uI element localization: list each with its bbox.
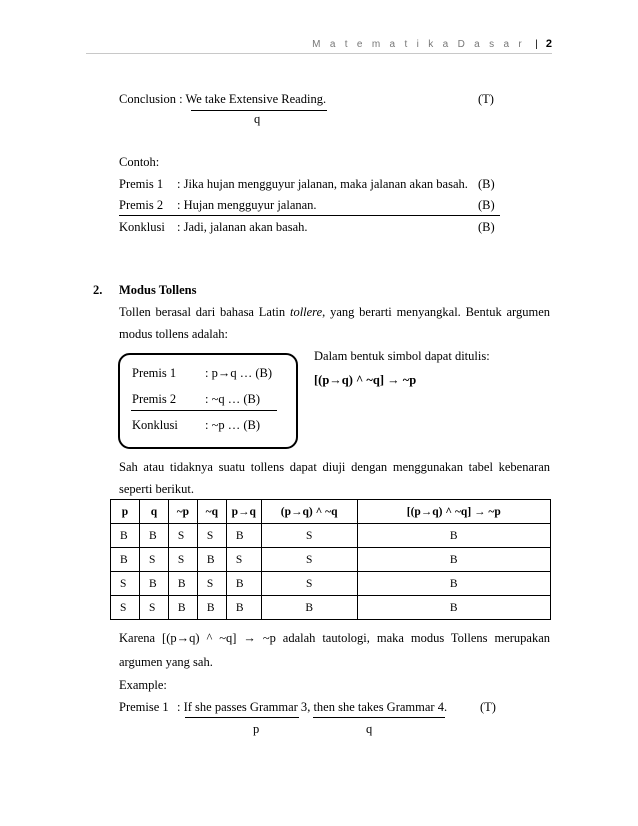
table-row [111, 572, 551, 596]
section-number: 2. [93, 283, 103, 297]
premise-part2: then she takes Grammar 4 [313, 700, 444, 714]
para1-italic: tollere [289, 305, 323, 319]
table-cell: B [139, 572, 168, 596]
conclusion-label: Conclusion : [119, 92, 186, 106]
box-row-1-formula: : p→q … (B) [205, 366, 273, 380]
table-header-cell: p [111, 500, 140, 524]
premise-line [177, 700, 447, 715]
premise-underline-q [313, 717, 445, 718]
para2-line2: seperti berikut. [119, 482, 194, 496]
table-cell: S [111, 596, 140, 620]
box-row-3-label: Konklusi [132, 418, 178, 432]
table-cell: B [226, 524, 261, 548]
table-header-row [111, 500, 551, 524]
table-cell: S [197, 572, 226, 596]
conclusion-underline [191, 110, 327, 111]
conclusion-value: (T) [478, 92, 494, 106]
table-cell: S [168, 548, 197, 572]
para2-line1: Sah atau tidaknya suatu tollens dapat diuji dengan menggunakan tabel kebenaran [119, 460, 550, 474]
table-cell: B [226, 596, 261, 620]
conclusion-text: We take Extensive Reading. [185, 92, 327, 106]
contoh-row-1-label: Premis 1 [119, 177, 164, 191]
contoh-row-1-text: : Jika hujan mengguyur jalanan, maka jalanan akan basah. [177, 177, 468, 191]
premise-period: . [443, 700, 448, 714]
symbol-intro: Dalam bentuk simbol dapat ditulis: [314, 349, 490, 363]
table-cell: B [226, 572, 261, 596]
table-cell: S [111, 572, 140, 596]
table-cell: S [197, 524, 226, 548]
header-title: M a t e m a t i k a D a s a r [312, 39, 526, 50]
contoh-row-3-text: : Jadi, jalanan akan basah. [177, 220, 308, 234]
box-row-3-formula: : ~p … (B) [205, 418, 261, 432]
contoh-row-3-value: (B) [478, 220, 495, 234]
page-header [312, 38, 552, 50]
table-cell: B [168, 572, 197, 596]
example-title: Example: [119, 678, 167, 692]
table-cell: B [357, 572, 550, 596]
table-header-cell: q [139, 500, 168, 524]
table-header-cell: p→q [226, 500, 261, 524]
table-cell: S [261, 548, 357, 572]
page-number: 2 [545, 38, 552, 50]
box-divider [131, 410, 277, 411]
table-row [111, 524, 551, 548]
contoh-row-2-value: (B) [478, 198, 495, 212]
table-row [111, 548, 551, 572]
table-cell: S [139, 548, 168, 572]
table-cell: S [168, 524, 197, 548]
para1-line2: modus tollens adalah: [119, 327, 229, 341]
table-cell: B [111, 548, 140, 572]
premise-var-p: p [253, 722, 260, 736]
premise-var-q: q [366, 722, 373, 736]
para1-line1 [119, 305, 550, 320]
symbol-formula: [(p→q) ^ ~q] → ~p [314, 373, 417, 387]
premise-part1: If she passes Grammar 3 [183, 700, 308, 714]
table-header-cell: ~p [168, 500, 197, 524]
header-separator: | [535, 39, 538, 50]
table-cell: S [261, 524, 357, 548]
premise-label: Premise 1 [119, 700, 169, 714]
table-cell: S [261, 572, 357, 596]
para1-post: , yang berarti menyangkal. Bentuk argumen [322, 305, 550, 319]
header-rule [86, 53, 552, 54]
contoh-row-1-value: (B) [478, 177, 495, 191]
table-cell: B [357, 524, 550, 548]
section-title: Modus Tollens [119, 283, 197, 297]
table-cell: B [197, 548, 226, 572]
contoh-title: Contoh: [119, 155, 160, 169]
premise-comma: , [307, 700, 314, 714]
table-cell: B [261, 596, 357, 620]
table-header-cell: ~q [197, 500, 226, 524]
table-cell: S [139, 596, 168, 620]
table-cell: B [357, 548, 550, 572]
contoh-row-3-label: Konklusi [119, 220, 165, 234]
box-row-1-label: Premis 1 [132, 366, 177, 380]
table-cell: B [197, 596, 226, 620]
table-cell: B [111, 524, 140, 548]
conclusion-var: q [254, 112, 261, 126]
karena-line2: argumen yang sah. [119, 655, 213, 669]
contoh-row-2-label: Premis 2 [119, 198, 164, 212]
table-cell: B [168, 596, 197, 620]
table-header-cell: [(p→q) ^ ~q] → ~p [357, 500, 550, 524]
table-cell: B [357, 596, 550, 620]
premise-underline-p [185, 717, 299, 718]
contoh-divider [119, 215, 500, 216]
table-cell: S [226, 548, 261, 572]
truth-table [110, 499, 551, 620]
karena-line1: Karena [(p→q) ^ ~q] → ~p adalah tautologi, maka modus Tollens merupakan [119, 631, 550, 645]
table-cell: B [139, 524, 168, 548]
para1-pre: Tollen berasal dari bahasa Latin [119, 305, 290, 319]
contoh-row-2-text: : Hujan mengguyur jalanan. [177, 198, 317, 212]
box-row-2-label: Premis 2 [132, 392, 177, 406]
premise-colon: : [177, 700, 184, 714]
premise-value: (T) [480, 700, 496, 714]
table-row [111, 596, 551, 620]
box-row-2-formula: : ~q … (B) [205, 392, 261, 406]
conclusion-line [119, 92, 326, 107]
table-header-cell: (p→q) ^ ~q [261, 500, 357, 524]
